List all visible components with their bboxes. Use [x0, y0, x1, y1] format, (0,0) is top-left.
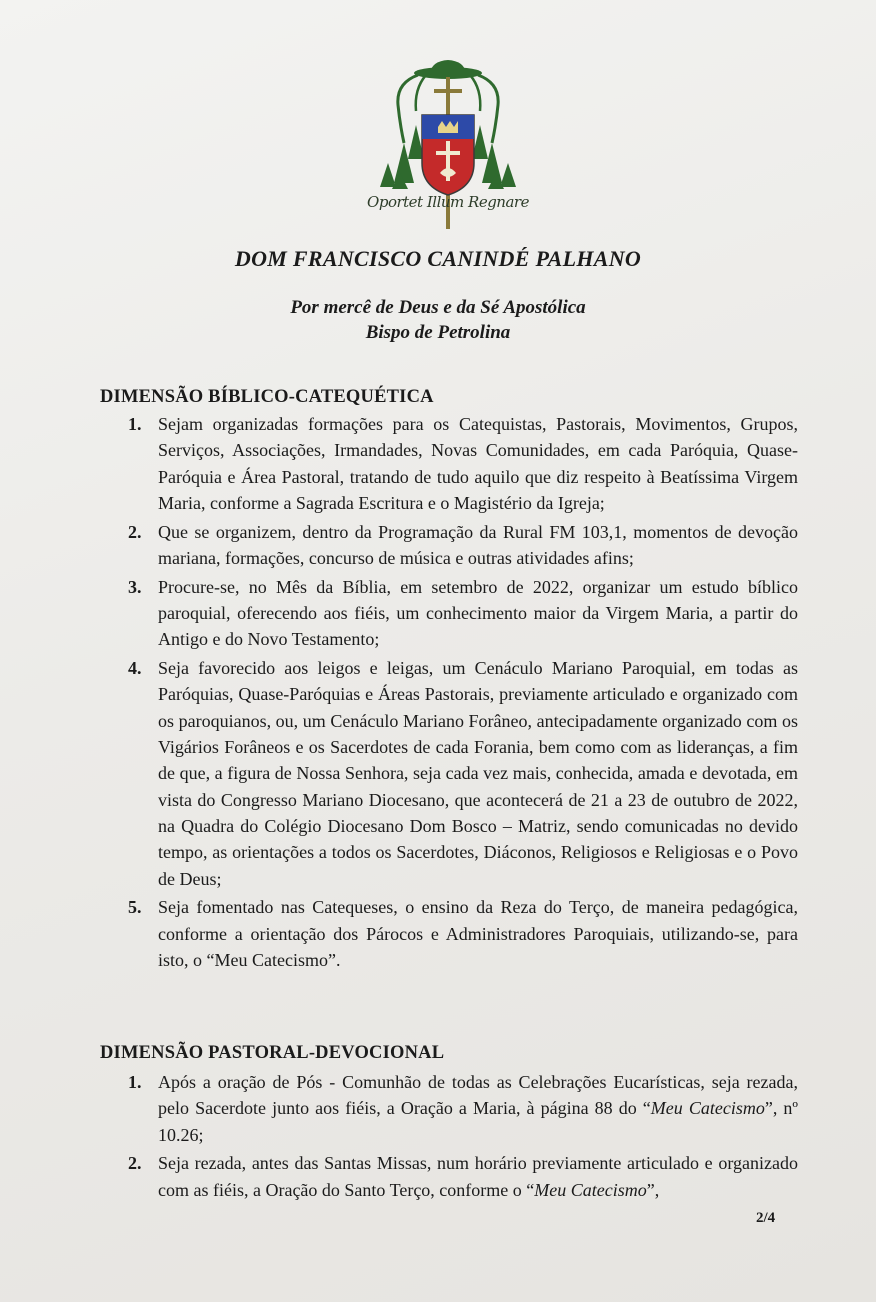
list-item	[128, 574, 798, 653]
item-number: 2.	[128, 521, 142, 542]
page-number: 2/4	[756, 1210, 776, 1226]
item-text: Sejam organizadas formações para os Catequistas, Pastorais, Movimentos, Grupos, Serviços, Associações, Irmandades, Novas Comunidades, em cada Paróquia, Quase-Paróquia e Área Pastoral, tratando de tudo aquilo que diz respeito à Beatíssima Virgem Maria, conforme a Sagrada Escritura e o Magistério da Igreja;	[158, 414, 798, 513]
item-text: Procure-se, no Mês da Bíblia, em setembro de 2022, organizar um estudo bíblico paroquial, oferecendo aos fiéis, um conhecimento maior da Virgem Maria, a partir do Antigo e do Novo Testamento;	[158, 576, 798, 650]
list-item	[128, 411, 798, 516]
bishop-title-line-1: Por mercê de Deus e da Sé Apostólica	[290, 297, 586, 318]
section-title-biblico-catequetica: DIMENSÃO BÍBLICO-CATEQUÉTICA	[100, 387, 434, 407]
item-number: 3.	[128, 576, 142, 597]
list-item	[128, 1150, 798, 1203]
section-title-pastoral-devocional: DIMENSÃO PASTORAL-DEVOCIONAL	[100, 1043, 445, 1063]
item-number: 1.	[128, 1072, 142, 1092]
item-number: 5.	[128, 897, 142, 918]
list-item	[128, 894, 798, 973]
biblico-catequetica-list	[128, 411, 798, 976]
item-text-pre: Após a oração de Pós - Comunhão de todas as Celebrações Eucarísticas, seja rezada, pelo Sacerdote junto aos fiéis, a Oração a Maria, à página 88 do “	[158, 1072, 798, 1119]
item-number: 4.	[128, 658, 142, 679]
item-text-italic: Meu Catecismo	[650, 1098, 765, 1119]
list-item	[128, 1069, 798, 1148]
item-text: Que se organizem, dentro da Programação da Rural FM 103,1, momentos de devoção mariana, formações, concurso de música e outras atividades afins;	[158, 521, 798, 568]
item-number: 2.	[128, 1153, 142, 1174]
item-text: Seja fomentado nas Catequeses, o ensino da Reza do Terço, de maneira pedagógica, conforme a orientação dos Párocos e Administradores Paroquiais, utilizando-se, para isto, o “Meu Catecismo”.	[158, 897, 798, 970]
item-text-post: ”, nº 10.26;	[158, 1098, 798, 1145]
bishop-title-line-2: Bispo de Petrolina	[365, 322, 511, 343]
list-item	[128, 655, 798, 892]
item-text-italic: Meu Catecismo	[534, 1179, 647, 1200]
item-text: Seja favorecido aos leigos e leigas, um Cenáculo Mariano Paroquial, em todas as Paróquias, Quase-Paróquias e Áreas Pastorais, previamente articulado e organizado com os paroquianos, ou, um Cenáculo Mariano Forâneo, antecipadamente organizado com os Vigários Forâneos e os Sacerdotes de cada Forania, bem como com as lideranças, a fim de que, a figura de Nossa Senhora, seja cada vez mais, conhecida, amada e devotada, em vista do Congresso Mariano Diocesano, que acontecerá de 21 a 23 de outubro de 2022, na Quadra do Colégio Diocesano Dom Bosco – Matriz, sendo comunicadas no devido tempo, as orientações a todos os Sacerdotes, Diáconos, Religiosos e Religiosas e o Povo de Deus;	[158, 658, 798, 889]
item-text-pre: Seja rezada, antes das Santas Missas, num horário previamente articulado e organizado com as fiéis, a Oração do Santo Terço, conforme o “	[158, 1153, 798, 1200]
coat-of-arms-motto: Oportet Illum Regnare	[367, 193, 529, 211]
bishop-name-heading: DOM FRANCISCO CANINDÉ PALHANO	[234, 246, 642, 271]
pastoral-devocional-list	[128, 1069, 798, 1205]
item-text-post: ”,	[646, 1179, 660, 1200]
list-item	[128, 519, 798, 572]
item-number: 1.	[128, 414, 142, 434]
